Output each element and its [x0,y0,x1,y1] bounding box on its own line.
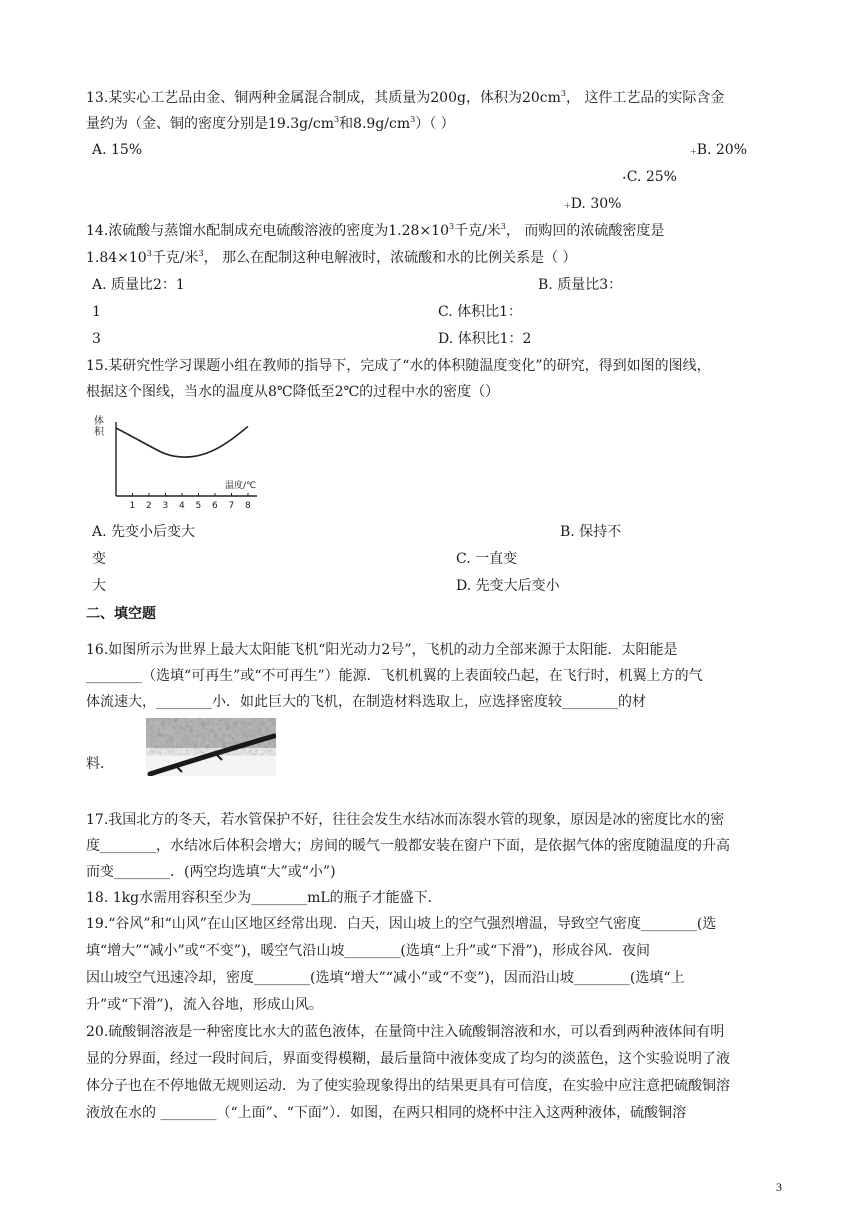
q15-option-c-cont: 大 [92,578,106,594]
chart-x-tick-label: 5 [195,501,202,511]
q15-option-b: B. 保持不 [560,524,622,540]
q15-option-c: C. 一直变 [456,551,518,567]
q14-option-d: D. 体积比1：2 [438,331,532,347]
q19-line3: 因山坡空气迅速冷却，密度________(选填“增大”“减小”或“不变”)，因而沿山坡________(选填“上 [86,970,685,986]
solar-plane-photo [146,718,276,776]
q19-line4: 升”或“下滑”)，流入谷地，形成山风。 [86,997,323,1013]
q14-line2: $1.84\times 10^3$千克/米$^3$， 那么在配制这种电解液时，浓硫酸和水的比例关系是（ ） [86,249,577,266]
volume-temperature-chart [92,412,262,514]
chart-ylabel-bottom: 积 [94,427,104,438]
q13-option-a: A. 15% [92,142,143,158]
q16-line4: 料． [86,756,114,772]
chart-xlabel: 温度/℃ [225,481,257,491]
q17-line1: 17.我国北方的冬天，若水管保护不好，往往会发生水结冰而冻裂水管的现象，原因是冰的密度比水的密 [86,812,725,828]
q19-line2: 填“增大”“减小”或“不变”)，暖空气沿山坡________(选填“上升”或“下滑”)，形成谷风．夜间 [86,943,650,959]
chart-x-tick-label: 3 [162,501,169,511]
q16-line2: ________（选填“可再生”或“不可再生”）能源．飞机机翼的上表面较凸起，在飞行时，机翼上方的气 [86,668,703,684]
q13-option-b: +B. 20% [690,142,748,158]
q13-line2: 量约为（金、铜的密度分别是$19.3g/cm^3$和$8.9g/cm^3$）（ ） [86,115,455,132]
q14-option-c: C. 体积比1： [438,304,523,320]
q20-line2: 显的分界面，经过一段时间后，界面变得模糊，最后量筒中液体变成了均匀的淡蓝色，这个实验说明了液 [86,1051,730,1067]
page-number: 3 [776,1180,782,1194]
q14-option-b: B. 质量比3： [538,277,623,293]
q15-option-a: A. 先变小后变大 [92,524,196,540]
q17-line3: 而变________．(两空均选填“大”或“小”) [86,864,336,880]
chart-x-tick-label: 1 [129,501,136,511]
q14-option-b-cont: 1 [92,304,101,320]
chart-x-tick-label: 8 [245,501,251,511]
q16-line1: 16.如图所示为世界上最大太阳能飞机“阳光动力2号”，飞机的动力全部来源于太阳能．太阳能是 [86,642,678,658]
q14-option-a: A. 质量比2：1 [92,277,185,293]
q18-line1: 18. 1kg水需用容积至少为________mL的瓶子才能盛下． [86,890,442,906]
q15-option-d: D. 先变大后变小 [456,578,560,594]
chart-x-tick-label: 2 [146,501,152,511]
chart-x-tick-label: 7 [228,501,235,511]
chart-x-tick-label: 4 [179,501,185,511]
q16-line3: 体流速大，________小．如此巨大的飞机，在制造材料选取上，应选择密度较________的材 [86,694,646,710]
q13-line1: 13.某实心工艺品由金、铜两种金属混合制成，其质量为200g，体积为$20cm^3$， 这件工艺品的实际含金 [86,89,725,106]
chart-series-line [116,426,248,457]
q13-option-c: •C. 25% [622,169,677,185]
q14-option-c-cont: 3 [92,331,101,347]
q13-option-d: +D. 30% [564,196,622,212]
section-title-fill-blank: 二、填空题 [86,606,156,622]
q20-line1: 20.硫酸铜溶液是一种密度比水大的蓝色液体，在量筒中注入硫酸铜溶液和水，可以看到两种液体间有明 [86,1024,725,1040]
q15-option-b-cont: 变 [92,551,106,567]
chart-x-tick-label: 6 [212,501,218,511]
q17-line2: 度________，水结冰后体积会增大；房间的暖气一般都安装在窗户下面，是依据气体的密度随温度的升高 [86,838,730,854]
q20-line4: 液放在水的 ________（“上面”、“下面”）．如图，在两只相同的烧杯中注入这两种液体，硫酸铜溶 [86,1105,687,1121]
q15-line1: 15.某研究性学习课题小组在教师的指导下，完成了“水的体积随温度变化”的研究，得到如图的图线， [86,358,711,374]
q15-line2: 根据这个图线，当水的温度从8℃降低至2℃的过程中水的密度（） [86,384,500,400]
q20-line3: 体分子也在不停地做无规则运动．为了使实验现象得出的结果更具有可信度，在实验中应注意把硫酸铜溶 [86,1078,730,1094]
q14-line1: 14.浓硫酸与蒸馏水配制成充电硫酸溶液的密度为$1.28\times 10^3$千克/米$^3$， 而购回的浓硫酸密度是 [86,222,665,239]
chart-ylabel-top: 体 [94,416,104,427]
q19-line1: 19.“谷风”和“山风”在山区地区经常出现．白天，因山坡上的空气强烈增温，导致空气密度________(选 [86,916,717,932]
